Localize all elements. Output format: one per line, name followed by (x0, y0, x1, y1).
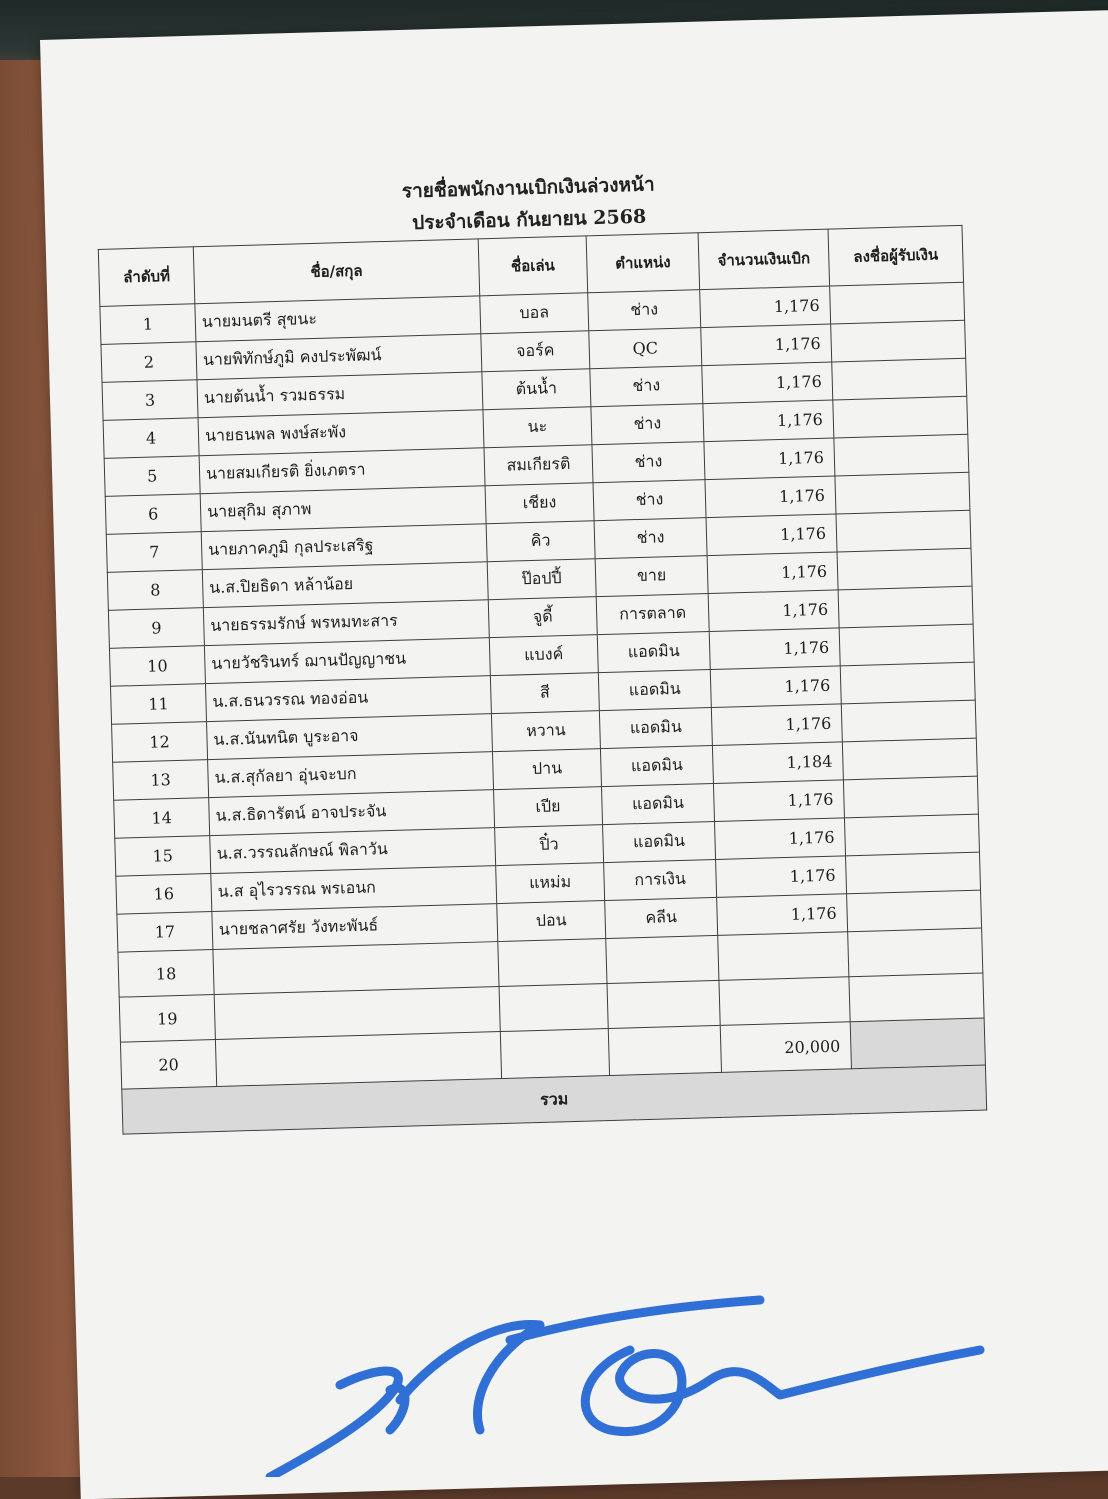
employee-nickname: หวาน (491, 711, 600, 752)
header-no: ลำดับที่ (98, 247, 195, 307)
document-subtitle: ประจำเดือน กันยายน 2568 (411, 205, 647, 235)
signature-cell (841, 700, 976, 742)
employee-name: น.ส.นันทนิต บูระอาจ (207, 714, 493, 760)
signature-cell (840, 662, 975, 704)
empty-cell (498, 939, 607, 987)
empty-cell (215, 1032, 501, 1087)
employee-nickname: สี (490, 673, 599, 714)
employee-name: น.ส.ธนวรรณ ทองอ่อน (205, 676, 491, 722)
total-amount: 20,000 (720, 1022, 851, 1073)
row-number: 5 (104, 456, 200, 497)
empty-cell (850, 1018, 985, 1069)
signature-cell (834, 434, 969, 476)
header-amount: จำนวนเงินเบิก (698, 229, 830, 290)
employee-nickname: เชียง (485, 483, 594, 524)
employee-name: นายต้นน้ำ รวมธรรม (197, 372, 483, 418)
employee-position: แอดมิน (597, 632, 710, 673)
employee-position: คลีน (605, 897, 718, 938)
employee-name: นายสมเกียรติ ยิ่งเภตรา (199, 448, 485, 494)
employee-position: การเงิน (604, 859, 717, 900)
employee-nickname: สมเกียรติ (484, 445, 593, 486)
employee-name: นายธนพล พงษ์สะพัง (198, 410, 484, 456)
row-number: 20 (120, 1039, 216, 1089)
advance-amount: 1,176 (716, 856, 847, 898)
row-number: 10 (109, 646, 205, 687)
employee-position: ช่าง (594, 518, 707, 559)
row-number: 3 (102, 380, 198, 421)
employee-position: แอดมิน (603, 821, 716, 862)
empty-cell (500, 1029, 609, 1079)
signature-cell (838, 586, 973, 628)
header-position: ตำแหน่ง (586, 233, 700, 293)
advance-amount: 1,176 (709, 628, 840, 670)
empty-cell (213, 942, 499, 995)
document (96, 161, 986, 1135)
signature-cell (843, 776, 978, 818)
signature-cell (835, 472, 970, 514)
document-title: รายชื่อพนักงานเบิกเงินล่วงหน้า (401, 173, 655, 203)
empty-cell (848, 928, 983, 977)
employee-nickname: ปิ๋ว (495, 825, 604, 866)
empty-cell (718, 932, 849, 981)
empty-cell (849, 973, 984, 1022)
signature-cell (833, 396, 968, 438)
advance-amount: 1,176 (717, 894, 848, 936)
empty-cell (607, 980, 720, 1028)
row-number: 16 (116, 874, 212, 915)
employee-nickname: ปาน (492, 749, 601, 790)
employee-position: QC (589, 328, 702, 369)
advance-amount: 1,176 (703, 400, 834, 442)
row-number: 13 (113, 760, 209, 801)
employee-name: น.ส.ธิดารัตน์ อาจประจัน (209, 790, 495, 836)
employee-nickname: ต้นน้ำ (482, 369, 591, 410)
employee-position: ช่าง (593, 480, 706, 521)
employee-name: นายภาคภูมิ กุลประเสริฐ (201, 524, 487, 570)
advance-amount: 1,176 (715, 818, 846, 860)
employee-name: นายสุกิม สุภาพ (200, 486, 486, 532)
advance-amount: 1,176 (710, 666, 841, 708)
signature-cell (832, 358, 967, 400)
row-number: 17 (117, 912, 213, 953)
employee-position: ช่าง (590, 366, 703, 407)
signature-cell (837, 548, 972, 590)
header-signature: ลงชื่อผู้รับเงิน (828, 225, 964, 286)
advance-amount: 1,176 (707, 552, 838, 594)
header-name: ชื่อ/สกุล (193, 239, 479, 304)
employee-position: ช่าง (588, 290, 701, 331)
employee-name: น.ส.ปิยธิดา หล้าน้อย (202, 562, 488, 608)
employee-name: น.ส.สุกัลยา อุ่นจะบก (208, 752, 494, 798)
row-number: 19 (119, 995, 215, 1043)
employee-position: การตลาด (596, 594, 709, 635)
advance-amount: 1,176 (708, 590, 839, 632)
employee-name: น.ส.วรรณลักษณ์ พิลาวัน (210, 828, 496, 874)
employee-nickname: จูดี้ (488, 597, 597, 638)
signature-cell (842, 738, 977, 780)
empty-cell (719, 977, 850, 1026)
row-number: 1 (100, 304, 196, 345)
advance-amount: 1,176 (711, 704, 842, 746)
advance-amount: 1,176 (701, 324, 832, 366)
employee-position: แอดมิน (600, 746, 713, 787)
employee-nickname: บอล (480, 293, 589, 334)
advance-amount: 1,176 (705, 476, 836, 518)
row-number: 15 (115, 836, 211, 877)
row-number: 4 (103, 418, 199, 459)
row-number: 8 (107, 570, 203, 611)
signature-cell (839, 624, 974, 666)
empty-cell (608, 1025, 721, 1075)
row-number: 11 (111, 684, 207, 725)
row-number: 14 (114, 798, 210, 839)
employee-position: ช่าง (592, 442, 705, 483)
employee-nickname: แหม่ม (496, 863, 605, 904)
total-label: รวม (122, 1065, 987, 1134)
row-number: 12 (112, 722, 208, 763)
employee-name: นายพิทักษ์ภูมิ คงประพัฒน์ (196, 334, 482, 380)
handwritten-signature (240, 1280, 1020, 1477)
employee-name: นายวัชรินทร์ ฌานปัญญาชน (204, 638, 490, 684)
table-body (100, 282, 987, 1134)
employee-position: ช่าง (591, 404, 704, 445)
employee-nickname: แบงค์ (489, 635, 598, 676)
employee-nickname: คิว (486, 521, 595, 562)
advance-amount: 1,176 (702, 362, 833, 404)
signature-cell (846, 852, 981, 894)
advance-amount: 1,176 (704, 438, 835, 480)
employee-nickname: เปีย (494, 787, 603, 828)
empty-cell (214, 987, 500, 1040)
advance-amount: 1,176 (713, 780, 844, 822)
employee-position: แอดมิน (599, 708, 712, 749)
signature-cell (847, 890, 982, 932)
empty-cell (606, 935, 719, 983)
signature-cell (844, 814, 979, 856)
header-nickname: ชื่อเล่น (478, 236, 588, 296)
advance-amount: 1,184 (712, 742, 843, 784)
signature-cell (830, 282, 965, 324)
employee-position: ขาย (595, 556, 708, 597)
row-number: 9 (108, 608, 204, 649)
advance-payment-table (98, 225, 987, 1135)
row-number: 2 (101, 342, 197, 383)
row-number: 18 (118, 950, 214, 998)
employee-name: นายชลาศรัย วังทะพันธ์ (212, 904, 498, 950)
employee-nickname: ปอน (497, 901, 606, 942)
signature-cell (836, 510, 971, 552)
employee-nickname: นะ (483, 407, 592, 448)
employee-position: แอดมิน (601, 783, 714, 824)
advance-amount: 1,176 (700, 286, 831, 328)
employee-name: นายธรรมรักษ์ พรหมทะสาร (203, 600, 489, 646)
signature-cell (831, 320, 966, 362)
employee-nickname: ป๊อปปี้ (487, 559, 596, 600)
advance-amount: 1,176 (706, 514, 837, 556)
employee-name: น.ส อุไรวรรณ พรเอนก (211, 866, 497, 912)
row-number: 6 (105, 494, 201, 535)
employee-nickname: จอร์ค (481, 331, 590, 372)
row-number: 7 (106, 532, 202, 573)
employee-name: นายมนตรี สุขนะ (195, 296, 481, 342)
empty-cell (499, 984, 608, 1032)
employee-position: แอดมิน (598, 670, 711, 711)
